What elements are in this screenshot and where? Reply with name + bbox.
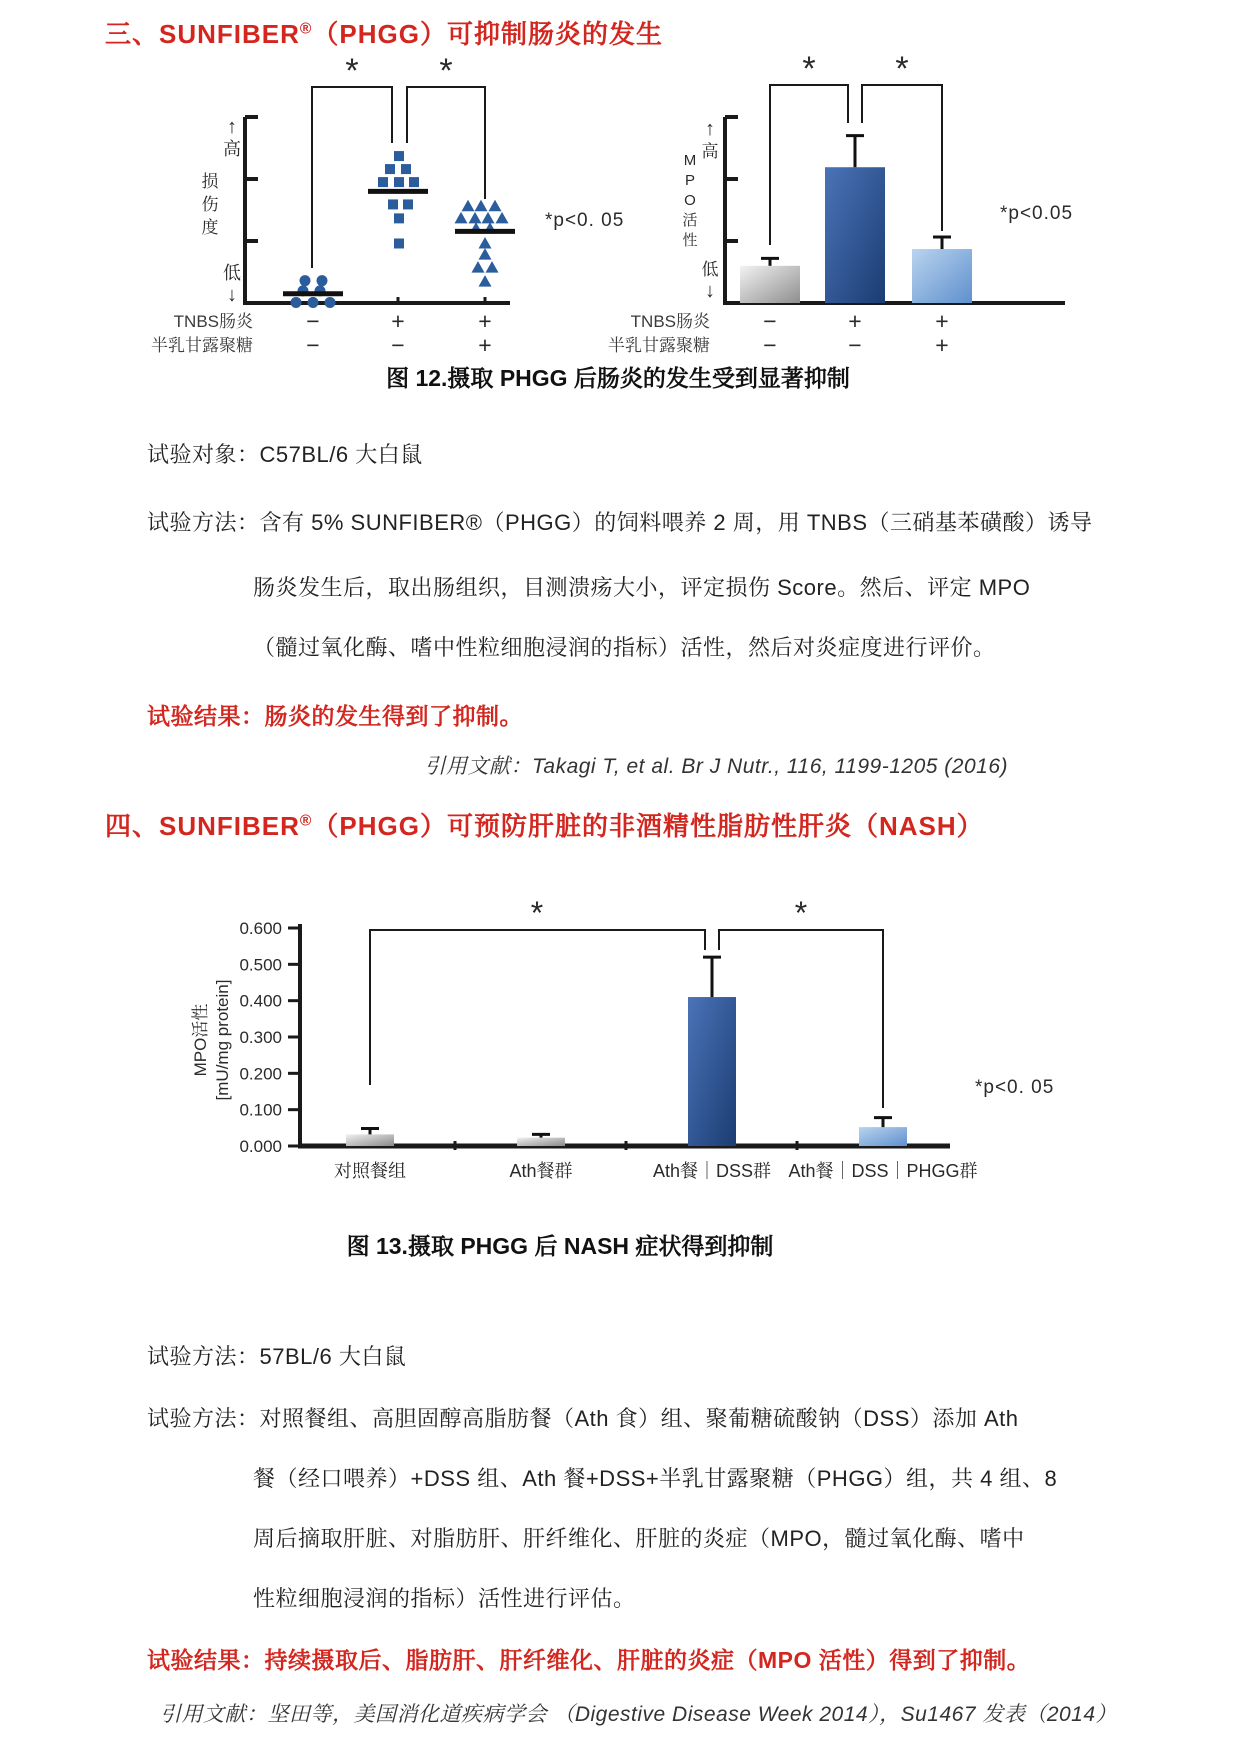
exp2-citation-line: 引用文献：坚田等，美国消化道疾病学会 （Digestive Disease Week 2014），Su1467 发表（2014）	[160, 1703, 1118, 1726]
svg-text:0.600: 0.600	[239, 919, 282, 938]
svg-text:*: *	[345, 55, 359, 90]
svg-text:*: *	[794, 895, 808, 931]
exp1-result-line: 试验结果：肠炎的发生得到了抑制。	[147, 703, 523, 729]
exp1-method-line2: 肠炎发生后，取出肠组织，目测溃疡大小，评定损伤 Score。然后、评定 MPO	[253, 575, 1031, 600]
svg-text:损: 损	[201, 172, 219, 191]
svg-text:0.500: 0.500	[239, 955, 282, 975]
svg-text:半乳甘露聚糖: 半乳甘露聚糖	[608, 336, 710, 355]
exp2-method-line3: 周后摘取肝脏、对脂肪肝、肝纤维化、肝脏的炎症（MPO，髓过氧化酶、嗜中	[253, 1526, 1025, 1551]
svg-text:+: +	[935, 308, 949, 334]
svg-text:MPO活性: MPO活性	[191, 1003, 210, 1077]
fig13-bar-svg	[160, 890, 1130, 1205]
svg-text:P: P	[684, 172, 696, 189]
exp2-method-line1: 试验方法：对照餐组、高胆固醇高脂肪餐（Ath 食）组、聚葡糖硫酸钠（DSS）添加 Ath	[147, 1406, 1019, 1431]
svg-text:−: −	[306, 308, 320, 334]
exp1-citation-line: 引用文献：Takagi T, et al. Br J Nutr., 116, 1199-1205 (2016)	[424, 755, 1008, 778]
svg-text:Ath餐｜DSS群: Ath餐｜DSS群	[652, 1161, 772, 1181]
svg-text:0.100: 0.100	[239, 1100, 282, 1120]
section3-title-text: 三、SUNFIBER	[105, 19, 300, 49]
svg-text:−: −	[306, 332, 320, 355]
svg-text:度: 度	[201, 218, 219, 237]
fig12-pvalue-note-left: *p<0. 05	[545, 210, 625, 231]
svg-text:−: −	[763, 332, 777, 355]
svg-text:↑: ↑	[227, 116, 237, 138]
exp2-subject-line: 试验方法：57BL/6 大白鼠	[147, 1344, 407, 1369]
figure13-caption: 图 13.摄取 PHGG 后 NASH 症状得到抑制	[346, 1233, 774, 1259]
svg-text:高: 高	[701, 142, 719, 161]
exp1-method-line3: （髓过氧化酶、嗜中性粒细胞浸润的指标）活性，然后对炎症度进行评价。	[253, 635, 996, 660]
svg-text:+: +	[391, 308, 405, 334]
fig12-scatter-svg	[140, 55, 570, 355]
svg-text:−: −	[848, 332, 862, 355]
section3-title	[105, 14, 663, 51]
exp2-method-line4: 性粒细胞浸润的指标）活性进行评估。	[253, 1586, 636, 1611]
exp2-method-line2: 餐（经口喂养）+DSS 组、Ath 餐+DSS+半乳甘露聚糖（PHGG）组，共 4 组、8	[253, 1466, 1058, 1491]
figure12-scatter-chart	[140, 55, 570, 355]
fig12-pvalue-note-right: *p<0.05	[1000, 203, 1074, 224]
svg-text:活: 活	[682, 212, 698, 229]
section4-title	[105, 806, 984, 843]
section4-title-rest: （PHGG）可预防肝脏的非酒精性脂肪性肝炎（NASH）	[312, 811, 984, 841]
registered-trademark-icon: ®	[299, 20, 313, 38]
exp1-subject-line: 试验对象：C57BL/6 大白鼠	[147, 442, 423, 467]
svg-text:性: 性	[682, 232, 698, 249]
svg-text:Ath餐｜DSS｜PHGG群: Ath餐｜DSS｜PHGG群	[788, 1161, 978, 1181]
svg-text:O: O	[684, 192, 696, 209]
svg-text:M: M	[683, 152, 697, 169]
exp1-method-line1: 试验方法：含有 5% SUNFIBER®（PHGG）的饲料喂养 2 周，用 TNBS（三硝基苯磺酸）诱导	[147, 510, 1093, 535]
svg-text:+: +	[478, 332, 492, 355]
svg-text:0.200: 0.200	[239, 1064, 282, 1084]
svg-text:[mU/mg protein]: [mU/mg protein]	[213, 979, 232, 1101]
registered-trademark-icon: ®	[299, 812, 313, 830]
svg-text:低: 低	[701, 260, 719, 279]
svg-text:↓: ↓	[705, 280, 715, 302]
svg-text:0.400: 0.400	[239, 991, 282, 1011]
svg-text:*: *	[530, 895, 544, 931]
section4-title-text: 四、SUNFIBER	[105, 811, 300, 841]
svg-text:+: +	[478, 308, 492, 334]
svg-text:TNBS肠炎: TNBS肠炎	[173, 312, 253, 331]
svg-text:高: 高	[223, 139, 241, 159]
exp2-result-line: 试验结果：持续摄取后、脂肪肝、肝纤维化、肝脏的炎症（MPO 活性）得到了抑制。	[147, 1647, 1031, 1673]
svg-text:+: +	[848, 308, 862, 334]
svg-text:0.000: 0.000	[239, 1137, 282, 1156]
svg-text:*: *	[439, 55, 453, 90]
svg-text:0.300: 0.300	[239, 1028, 282, 1047]
svg-text:↓: ↓	[227, 284, 237, 306]
svg-text:↑: ↑	[705, 118, 715, 140]
svg-text:低: 低	[223, 263, 241, 283]
svg-text:半乳甘露聚糖: 半乳甘露聚糖	[151, 336, 253, 355]
svg-text:*: *	[895, 55, 909, 88]
svg-text:−: −	[391, 332, 405, 355]
svg-text:*p<0. 05: *p<0. 05	[975, 1077, 1055, 1098]
figure13-bar-chart	[160, 890, 1130, 1205]
svg-text:TNBS肠炎: TNBS肠炎	[630, 312, 710, 331]
svg-text:对照餐组: 对照餐组	[334, 1161, 406, 1181]
section3-title-rest: （PHGG）可抑制肠炎的发生	[312, 19, 663, 49]
svg-text:Ath餐群: Ath餐群	[509, 1161, 573, 1181]
svg-text:+: +	[935, 332, 949, 355]
figure12-caption: 图 12.摄取 PHGG 后肠炎的发生受到显著抑制	[386, 365, 850, 391]
svg-text:*: *	[802, 55, 816, 88]
svg-text:−: −	[763, 308, 777, 334]
svg-text:伤: 伤	[201, 195, 219, 214]
